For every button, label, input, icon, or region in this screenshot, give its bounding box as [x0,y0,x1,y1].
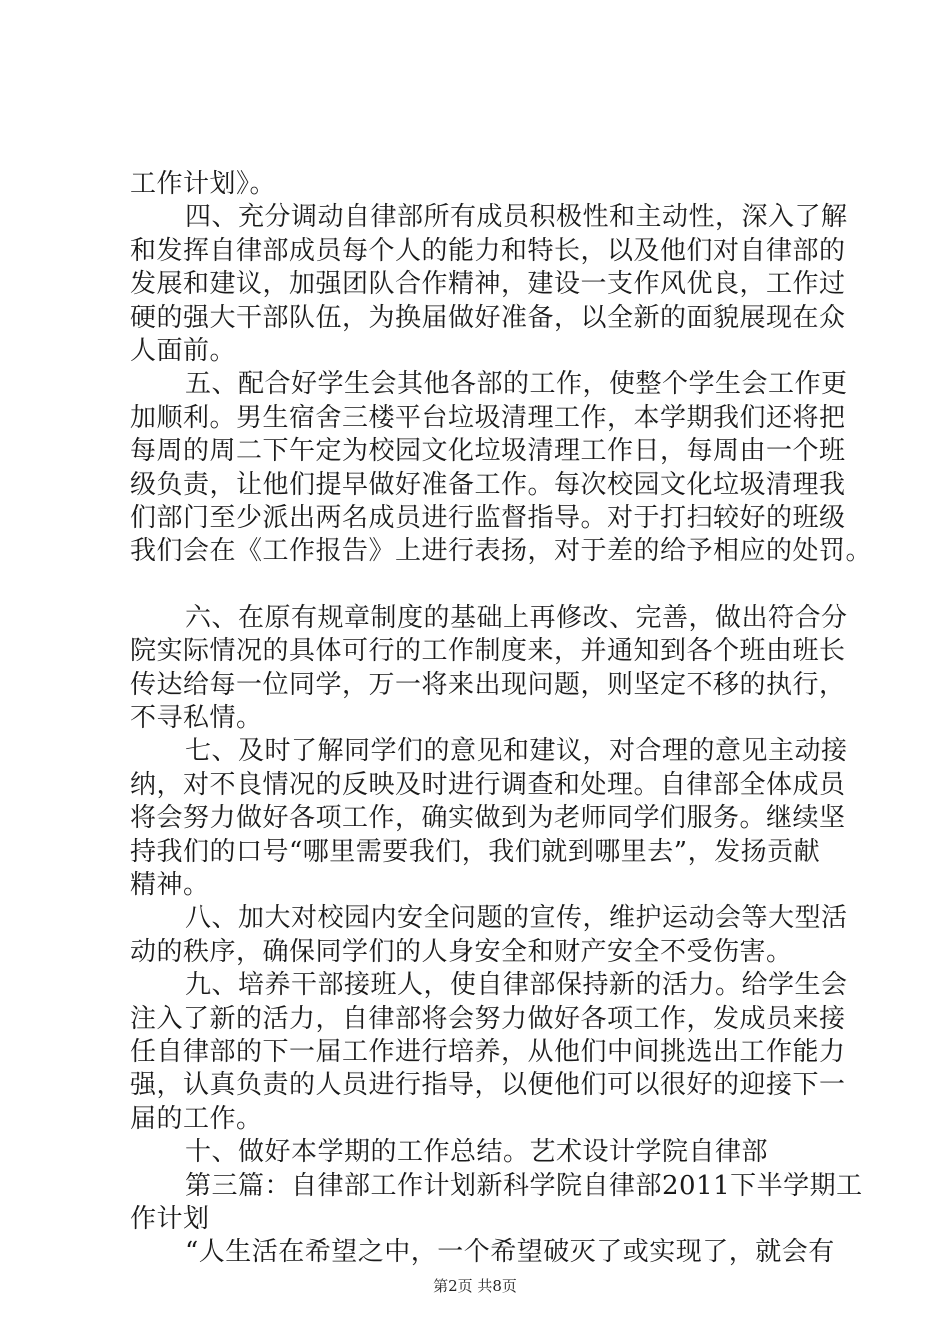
text-line: 届的工作。 [130,1104,263,1134]
text-line: 八、加大对校园内安全问题的宣传，维护运动会等大型活 [185,903,848,933]
text-line: 加顺利。男生宿舍三楼平台垃圾清理工作，本学期我们还将把 [130,403,846,433]
text-line: 作计划 [130,1204,210,1234]
text-line: 院实际情况的具体可行的工作制度来，并通知到各个班由班长 [130,636,846,666]
text-line: 纳，对不良情况的反映及时进行调查和处理。自律部全体成员 [130,770,846,800]
text-line: 们部门至少派出两名成员进行监督指导。对于打扫较好的班级 [130,503,846,533]
text-line: 级负责，让他们提早做好准备工作。每次校园文化垃圾清理我 [130,470,846,500]
text-line: 任自律部的下一届工作进行培养，从他们中间挑选出工作能力 [130,1037,846,1067]
text-line: 传达给每一位同学，万一将来出现问题，则坚定不移的执行， [130,670,846,700]
text-line: 动的秩序，确保同学们的人身安全和财产安全不受伤害。 [130,937,793,967]
text-line: 硬的强大干部队伍，为换届做好准备，以全新的面貌展现在众 [130,303,846,333]
text-line: “人生活在希望之中，一个希望破灭了或实现了，就会有 [185,1237,835,1267]
text-line: 四、充分调动自律部所有成员积极性和主动性，深入了解 [185,202,848,232]
text-line: 六、在原有规章制度的基础上再修改、完善，做出符合分 [185,603,848,633]
text-line: 注入了新的活力，自律部将会努力做好各项工作，发成员来接 [130,1004,846,1034]
text-line: 五、配合好学生会其他各部的工作，使整个学生会工作更 [185,369,848,399]
text-line: 不寻私情。 [130,703,263,733]
page-number-label: 第2页 共8页 [433,1277,517,1295]
text-line: 和发挥自律部成员每个人的能力和特长，以及他们对自律部的 [130,236,846,266]
text-line: 将会努力做好各项工作，确实做到为老师同学们服务。继续坚 [130,803,846,833]
text-line: 精神。 [130,870,210,900]
text-line: 强，认真负责的人员进行指导，以便他们可以很好的迎接下一 [130,1070,846,1100]
text-line: 九、培养干部接班人，使自律部保持新的活力。给学生会 [185,970,848,1000]
text-line: 每周的周二下午定为校园文化垃圾清理工作日，每周由一个班 [130,436,846,466]
text-line: 发展和建议，加强团队合作精神，建设一支作风优良，工作过 [130,269,846,299]
text-line: 我们会在《工作报告》上进行表扬，对于差的给予相应的处罚。 [130,536,873,566]
text-line: 工作计划》。 [130,169,277,199]
text-line: 七、及时了解同学们的意见和建议，对合理的意见主动接 [185,736,848,766]
page-footer [0,1276,950,1296]
text-line: 十、做好本学期的工作总结。艺术设计学院自律部 [185,1137,769,1167]
text-line: 持我们的口号“哪里需要我们，我们就到哪里去”，发扬贡献 [130,837,821,867]
text-line: 人面前。 [130,336,237,366]
text-line: 第三篇：自律部工作计划新科学院自律部2011下半学期工 [185,1171,863,1201]
